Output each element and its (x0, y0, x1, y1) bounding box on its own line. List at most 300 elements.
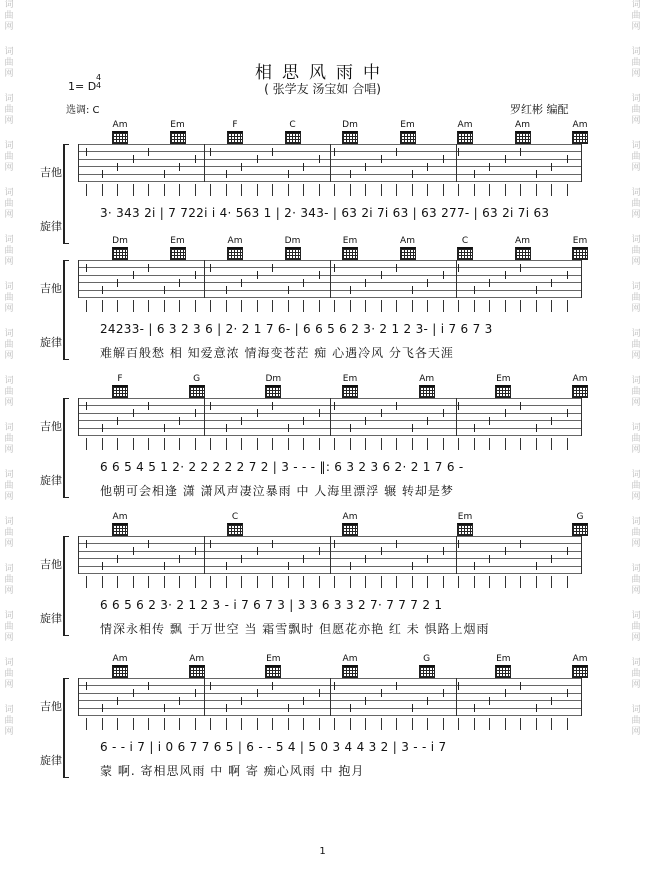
tab-note (133, 155, 134, 163)
watermark-char: 曲 (631, 293, 641, 303)
rhythm-stem (489, 718, 490, 730)
tab-note (381, 155, 382, 163)
rhythm-stem (365, 184, 366, 196)
rhythm-stem (226, 300, 227, 312)
watermark-char: 曲 (631, 716, 641, 726)
tab-note (551, 555, 552, 563)
rhythm-stem (458, 300, 459, 312)
watermark-char: 网 (631, 539, 641, 549)
capo-key: 选调: C (66, 105, 100, 116)
tab-note (226, 286, 227, 294)
tab-note (474, 704, 475, 712)
chord-name: Am (572, 654, 588, 664)
rhythm-stem (536, 438, 537, 450)
melody-notation: 3· 343 2i | 7 722i i 4· 563 1 | 2· 343- | 63 2i 7i 63 | 63 277- | 63 2i 7i 63 (100, 206, 550, 220)
chord-grid (495, 665, 511, 678)
chord-diagram (279, 236, 307, 260)
chord-grid (342, 247, 358, 260)
rhythm-stem (210, 300, 211, 312)
bar-line (78, 144, 79, 182)
chord-name: Am (342, 512, 358, 522)
rhythm-stem (458, 184, 459, 196)
watermark-char: 词 (631, 94, 641, 104)
chord-name: Em (342, 236, 358, 246)
bar-line (330, 678, 331, 716)
watermark-char: 词 (631, 188, 641, 198)
rhythm-stem (164, 718, 165, 730)
tab-note (102, 424, 103, 432)
tab-note (257, 689, 258, 697)
rhythm-stem (334, 300, 335, 312)
bar-line (330, 398, 331, 436)
tab-note (427, 279, 428, 287)
chord-grid (189, 665, 205, 678)
tab-note (86, 540, 87, 548)
tab-note (164, 704, 165, 712)
chord-diagram (566, 512, 594, 536)
rhythm-stem (288, 300, 289, 312)
chord-grid (265, 665, 281, 678)
tab-note (458, 148, 459, 156)
rhythm-stem (458, 718, 459, 730)
tab-note (350, 286, 351, 294)
guitar-tab-staff (78, 260, 582, 298)
chord-grid (112, 385, 128, 398)
chord-grid (457, 131, 473, 144)
rhythm-stem (117, 576, 118, 588)
tab-note (272, 264, 273, 272)
rhythm-stem (210, 718, 211, 730)
tab-note (458, 682, 459, 690)
chord-diagram (451, 120, 479, 144)
tab-note (117, 417, 118, 425)
chord-grid (342, 131, 358, 144)
rhythm-stem (179, 438, 180, 450)
bar-line (456, 144, 457, 182)
watermark-char: 曲 (631, 11, 641, 21)
rhythm-stem (412, 438, 413, 450)
chord-name: Am (419, 374, 435, 384)
tab-note (505, 155, 506, 163)
watermark-char: 曲 (631, 199, 641, 209)
watermark-char: 网 (4, 351, 14, 361)
melody-notation: 24233- | 6 3 2 3 6 | 2· 2 1 7 6- | 6 6 5 6 2 3· 2 1 2 3- | i 7 6 7 3 (100, 322, 493, 336)
tab-note (117, 697, 118, 705)
rhythm-stem (489, 438, 490, 450)
tab-note (195, 409, 196, 417)
tab-note (334, 682, 335, 690)
watermark-char: 曲 (4, 575, 14, 585)
watermark-char: 网 (4, 304, 14, 314)
rhythm-stem (241, 718, 242, 730)
rhythm-stem (241, 184, 242, 196)
tab-note (350, 170, 351, 178)
watermark-char: 词 (631, 517, 641, 527)
tab-note (520, 402, 521, 410)
chord-grid (342, 523, 358, 536)
rhythm-stem (133, 184, 134, 196)
rhythm-stem (241, 438, 242, 450)
rhythm-stem (272, 718, 273, 730)
tab-note (195, 689, 196, 697)
chord-name: Am (112, 512, 128, 522)
tab-note (288, 704, 289, 712)
tab-note (505, 271, 506, 279)
chord-grid (285, 131, 301, 144)
rhythm-stem (148, 300, 149, 312)
tab-note (474, 562, 475, 570)
rhythm-stem (241, 300, 242, 312)
system-brace (63, 260, 69, 360)
chord-grid (457, 247, 473, 260)
tab-note (257, 155, 258, 163)
tab-note (365, 555, 366, 563)
page-title: 相思风雨中 (255, 63, 390, 83)
watermark-char: 网 (4, 398, 14, 408)
rhythm-stem (427, 438, 428, 450)
melody-notation: 6 - - i 7 | i 0 6 7 7 6 5 | 6 - - 5 4 | 5 0 3 4 4 3 2 | 3 - - i 7 (100, 740, 447, 754)
meter-bottom: 4 (96, 81, 102, 90)
watermark-char: 词 (4, 376, 14, 386)
watermark-char: 网 (631, 398, 641, 408)
watermark-char: 曲 (4, 622, 14, 632)
watermark-char: 网 (4, 633, 14, 643)
chord-diagram (566, 120, 594, 144)
tab-note (102, 562, 103, 570)
bar-line (456, 678, 457, 716)
tab-note (334, 148, 335, 156)
tab-note (133, 689, 134, 697)
watermark-char: 曲 (4, 293, 14, 303)
tab-note (241, 279, 242, 287)
key-signature: 1= D (68, 80, 97, 93)
chord-grid (170, 131, 186, 144)
rhythm-stem (412, 300, 413, 312)
guitar-tab-staff (78, 144, 582, 182)
watermark-char: 曲 (631, 669, 641, 679)
watermark-char: 网 (4, 22, 14, 32)
tab-note (520, 264, 521, 272)
chord-name: Am (457, 120, 473, 130)
watermark-char: 网 (631, 586, 641, 596)
chord-grid (112, 131, 128, 144)
rhythm-stem (551, 718, 552, 730)
rhythm-stem (505, 718, 506, 730)
watermark-char: 网 (4, 116, 14, 126)
tab-note (164, 170, 165, 178)
rhythm-stem (396, 300, 397, 312)
tab-note (381, 689, 382, 697)
chord-grid (515, 131, 531, 144)
rhythm-stem (195, 300, 196, 312)
tab-note (195, 271, 196, 279)
tab-note (195, 547, 196, 555)
chord-name: Am (515, 120, 530, 130)
bar-line (78, 678, 79, 716)
tab-note (365, 697, 366, 705)
bar-line (204, 398, 205, 436)
tab-note (303, 279, 304, 287)
tab-note (288, 170, 289, 178)
tab-note (133, 271, 134, 279)
watermark-char: 词 (631, 564, 641, 574)
rhythm-stem (133, 300, 134, 312)
rhythm-stem (148, 718, 149, 730)
tab-note (551, 279, 552, 287)
rhythm-stem (164, 438, 165, 450)
rhythm-stem (148, 576, 149, 588)
chord-name: Am (227, 236, 243, 246)
tab-note (303, 163, 304, 171)
rhythm-stem (551, 438, 552, 450)
rhythm-stem (536, 718, 537, 730)
tab-note (148, 402, 149, 410)
rhythm-stem (226, 576, 227, 588)
tab-note (350, 562, 351, 570)
rhythm-stem (257, 300, 258, 312)
chord-name: Em (400, 120, 415, 130)
tab-note (381, 271, 382, 279)
chord-name: Em (170, 120, 185, 130)
melody-label: 旋律 (40, 612, 62, 625)
guitar-tab-staff (78, 678, 582, 716)
watermark-char: 曲 (4, 669, 14, 679)
watermark-char: 网 (631, 351, 641, 361)
chord-name: Am (112, 120, 128, 130)
tab-note (567, 689, 568, 697)
watermark-char: 词 (631, 470, 641, 480)
tab-note (365, 279, 366, 287)
arranger: 罗红彬 编配 (510, 103, 569, 116)
tab-note (210, 264, 211, 272)
tab-note (551, 697, 552, 705)
rhythm-stem (86, 718, 87, 730)
tab-note (179, 279, 180, 287)
watermark-char: 词 (631, 141, 641, 151)
chord-name: F (232, 120, 238, 130)
melody-label: 旋律 (40, 474, 62, 487)
tab-note (350, 704, 351, 712)
tab-note (567, 271, 568, 279)
chord-name: C (289, 120, 296, 130)
tab-note (443, 155, 444, 163)
rhythm-stem (319, 718, 320, 730)
tab-note (241, 163, 242, 171)
tab-note (505, 547, 506, 555)
chord-grid (457, 523, 473, 536)
tab-note (257, 271, 258, 279)
rhythm-stem (520, 300, 521, 312)
watermark-char: 词 (4, 611, 14, 621)
page-number: 1 (319, 846, 326, 857)
chord-name: Am (189, 654, 205, 664)
tab-note (443, 409, 444, 417)
chord-name: G (423, 654, 431, 664)
rhythm-stem (443, 438, 444, 450)
chord-diagram (336, 512, 364, 536)
tab-note (412, 286, 413, 294)
watermark-char: 词 (4, 470, 14, 480)
tab-note (226, 424, 227, 432)
score-row (0, 656, 645, 806)
watermark-char: 词 (631, 611, 641, 621)
tab-note (536, 704, 537, 712)
chord-grid (285, 247, 301, 260)
watermark-char: 曲 (631, 575, 641, 585)
tab-note (210, 148, 211, 156)
chord-grid (227, 131, 243, 144)
tab-note (567, 547, 568, 555)
tab-note (148, 264, 149, 272)
bar-line (581, 260, 582, 298)
tab-note (148, 540, 149, 548)
watermark-char: 曲 (631, 528, 641, 538)
rhythm-stem (195, 184, 196, 196)
watermark-char: 网 (631, 680, 641, 690)
watermark-char: 词 (4, 235, 14, 245)
chord-diagram (106, 374, 134, 398)
rhythm-stem (412, 184, 413, 196)
watermark-group (629, 0, 643, 33)
tab-note (102, 170, 103, 178)
rhythm-stem (148, 438, 149, 450)
rhythm-stem (288, 184, 289, 196)
rhythm-stem (520, 576, 521, 588)
rhythm-stem (303, 718, 304, 730)
rhythm-stem (474, 718, 475, 730)
chord-name: Em (170, 236, 185, 246)
rhythm-stem (567, 576, 568, 588)
rhythm-stem (381, 438, 382, 450)
rhythm-stem (474, 300, 475, 312)
rhythm-stem (148, 184, 149, 196)
chord-grid (112, 523, 128, 536)
system-brace (63, 398, 69, 498)
rhythm-stem (179, 300, 180, 312)
rhythm-stem (334, 718, 335, 730)
tab-note (319, 155, 320, 163)
tab-note (396, 402, 397, 410)
bar-line (581, 144, 582, 182)
tab-note (489, 163, 490, 171)
tab-note (334, 540, 335, 548)
chord-diagram (413, 374, 441, 398)
rhythm-stem (350, 438, 351, 450)
rhythm-stem (427, 300, 428, 312)
bar-line (330, 536, 331, 574)
rhythm-stem (86, 576, 87, 588)
rhythm-stem (86, 300, 87, 312)
watermark-char: 曲 (4, 434, 14, 444)
tab-note (319, 409, 320, 417)
tab-note (226, 704, 227, 712)
rhythm-stem (427, 718, 428, 730)
tab-note (334, 264, 335, 272)
chord-grid (112, 665, 128, 678)
tab-note (319, 689, 320, 697)
rhythm-stem (520, 184, 521, 196)
rhythm-stem (443, 576, 444, 588)
rhythm-stem (272, 438, 273, 450)
rhythm-stem (505, 438, 506, 450)
rhythm-stem (164, 300, 165, 312)
chord-diagram (164, 120, 192, 144)
rhythm-stem (443, 184, 444, 196)
rhythm-stem (319, 184, 320, 196)
chord-name: Dm (265, 374, 282, 384)
chord-grid (400, 247, 416, 260)
chord-name: C (461, 236, 469, 246)
chord-grid (342, 385, 358, 398)
watermark-char: 曲 (4, 481, 14, 491)
chord-name: Em (572, 236, 588, 246)
chord-grid (572, 385, 588, 398)
rhythm-stem (474, 184, 475, 196)
chord-grid (112, 247, 128, 260)
rhythm-stem (396, 438, 397, 450)
watermark-char: 词 (4, 423, 14, 433)
tab-note (86, 402, 87, 410)
watermark-char: 网 (631, 69, 641, 79)
tab-note (489, 279, 490, 287)
tab-note (210, 540, 211, 548)
chord-diagram (509, 236, 537, 260)
watermark-char: 网 (631, 257, 641, 267)
watermark-char: 曲 (631, 58, 641, 68)
tab-note (164, 286, 165, 294)
rhythm-stem (288, 438, 289, 450)
rhythm-stem (257, 438, 258, 450)
tab-note (164, 424, 165, 432)
rhythm-stem (272, 300, 273, 312)
rhythm-stem (319, 576, 320, 588)
tab-note (272, 540, 273, 548)
tab-note (520, 540, 521, 548)
tab-note (396, 264, 397, 272)
watermark-char: 网 (631, 210, 641, 220)
rhythm-stem (102, 718, 103, 730)
chord-diagram (183, 654, 211, 678)
rhythm-stem (489, 184, 490, 196)
rhythm-stem (505, 300, 506, 312)
rhythm-stem (210, 184, 211, 196)
tab-note (412, 562, 413, 570)
rhythm-stem (381, 576, 382, 588)
rhythm-stem (458, 576, 459, 588)
watermark-char: 词 (4, 47, 14, 57)
chord-diagram (221, 512, 249, 536)
rhythm-stem (226, 184, 227, 196)
tab-note (179, 697, 180, 705)
chord-diagram (221, 236, 249, 260)
watermark-char: 词 (4, 658, 14, 668)
chord-grid (400, 131, 416, 144)
watermark-char: 曲 (4, 716, 14, 726)
rhythm-stem (210, 576, 211, 588)
chord-diagram (106, 236, 134, 260)
rhythm-stem (365, 300, 366, 312)
chord-grid (572, 247, 588, 260)
tab-note (474, 170, 475, 178)
rhythm-stem (319, 300, 320, 312)
chord-grid (419, 385, 435, 398)
watermark-char: 网 (4, 586, 14, 596)
rhythm-stem (288, 718, 289, 730)
rhythm-stem (179, 718, 180, 730)
chord-diagram (336, 654, 364, 678)
tab-note (179, 555, 180, 563)
tab-note (427, 163, 428, 171)
